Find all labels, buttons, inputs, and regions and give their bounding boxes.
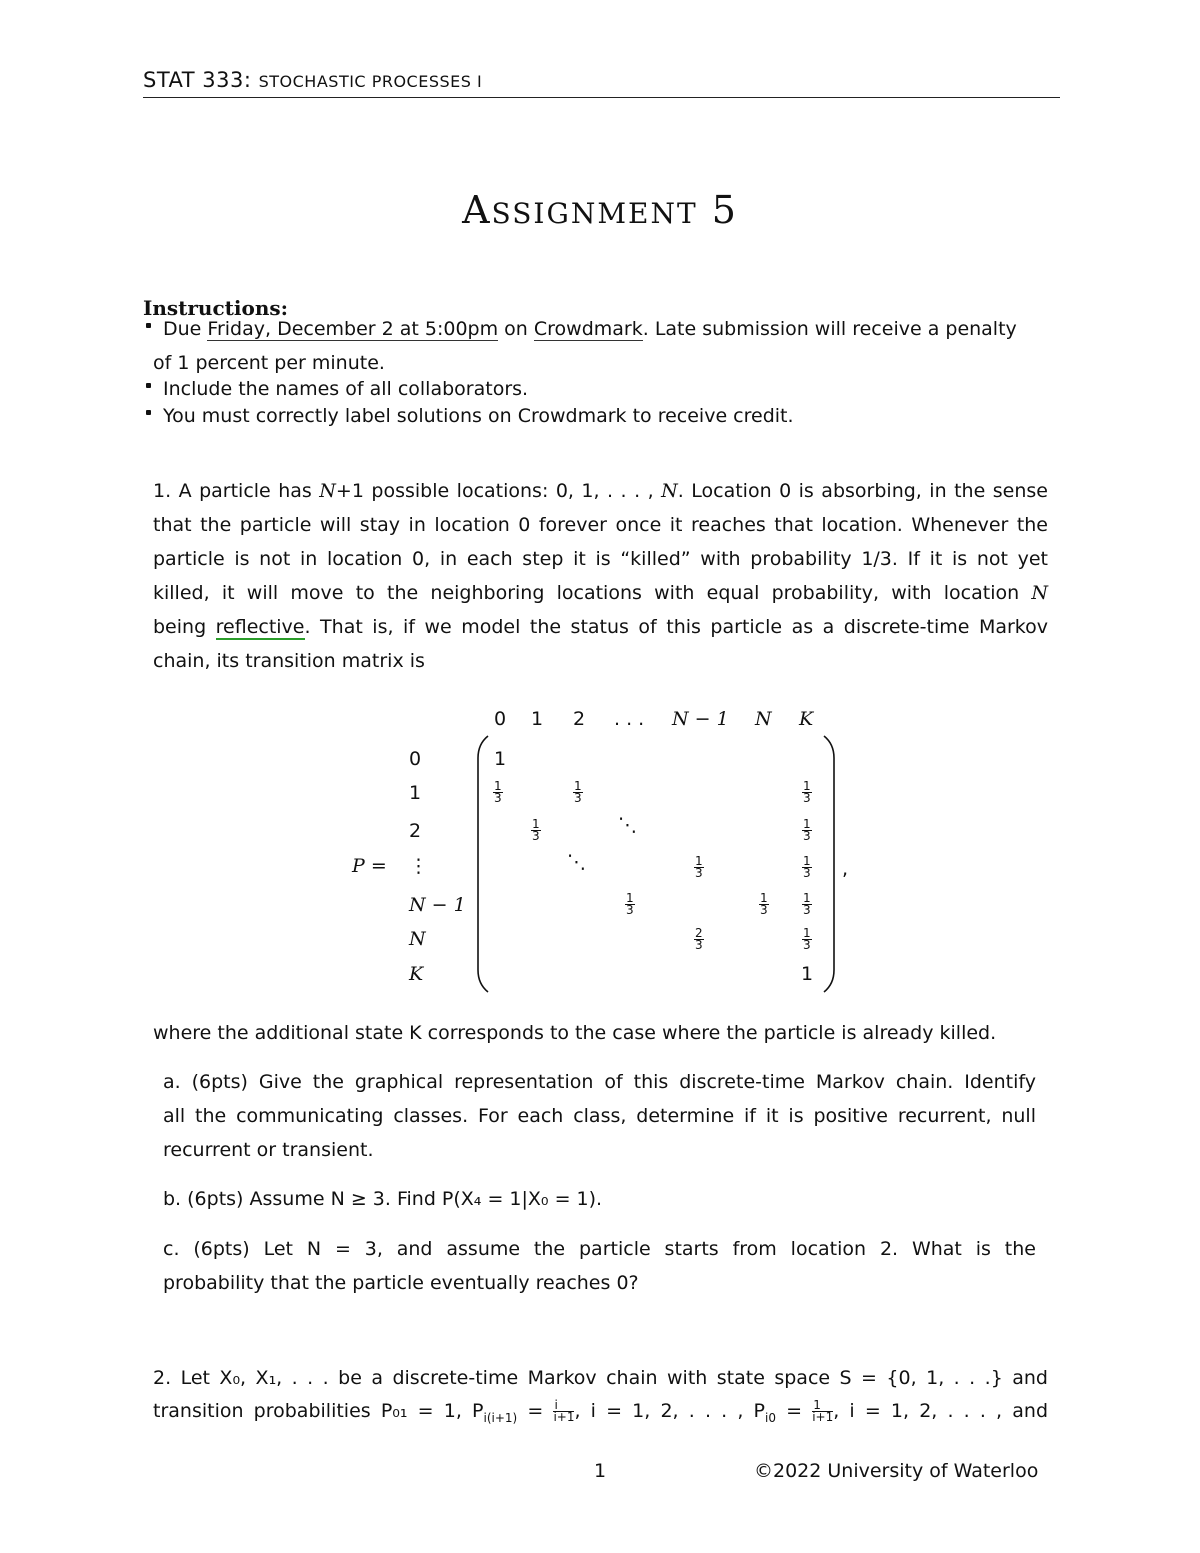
frac-den: i+1 <box>812 1410 834 1424</box>
q2-l2-b: = <box>517 1400 554 1422</box>
row-label: N − 1 <box>409 894 466 916</box>
left-paren-icon <box>474 734 492 994</box>
title-rest: SSIGNMENT <box>491 197 698 230</box>
frac-den: 3 <box>803 938 811 952</box>
col-label: 0 <box>494 708 507 730</box>
q1-line-3: particle is not in location 0, in each step it is “killed” with probability 1/3. If it is not yet <box>153 548 1048 570</box>
q2-frac-1 <box>553 1400 574 1423</box>
frac-num: 1 <box>494 779 502 793</box>
q1-l1-N: N <box>319 480 336 502</box>
q1-l4-N: N <box>1031 582 1048 604</box>
col-label: N <box>755 708 772 730</box>
course-header <box>143 68 482 92</box>
instruction-label <box>143 405 794 427</box>
entry-third <box>493 781 503 804</box>
instruction-due-cont: of 1 percent per minute. <box>153 352 385 374</box>
row-label: 1 <box>409 782 422 804</box>
entry-third <box>802 928 812 951</box>
matrix-p-label: P = <box>352 855 387 877</box>
q1-line-4 <box>153 582 1048 604</box>
q1-l5-a: being <box>153 616 216 638</box>
frac-den: 3 <box>494 791 502 805</box>
bullet-icon <box>146 383 151 388</box>
q1a-line-2: all the communicating classes. For each class, determine if it is positive recurrent, null <box>163 1105 1036 1127</box>
q1-line-1 <box>153 480 1048 502</box>
frac-num: 1 <box>803 891 811 905</box>
frac-den: 3 <box>574 791 582 805</box>
q1-l1-c: +1 possible locations: 0, 1, . . . , <box>335 480 662 502</box>
bullet-icon <box>146 410 151 415</box>
q2-l2-e: , i = 1, 2, . . . , and <box>833 1400 1048 1422</box>
q1-l1-N2: N <box>661 480 678 502</box>
frac-num: 1 <box>803 926 811 940</box>
q1c-line-2: probability that the particle eventually reaches 0? <box>163 1272 639 1294</box>
instruction-collab <box>143 378 528 400</box>
row-label: N <box>409 928 426 950</box>
q1-l1-e: . Location 0 is absorbing, in the sense <box>677 480 1048 502</box>
frac-num: 1 <box>574 779 582 793</box>
page-title <box>0 188 1200 232</box>
frac-num: 1 <box>803 779 811 793</box>
course-code: STAT 333: <box>143 68 259 92</box>
entry-third <box>802 819 812 842</box>
frac-den: 3 <box>626 903 634 917</box>
frac-num: 1 <box>695 854 703 868</box>
q1-l4-a: killed, it will move to the neighboring locations with equal probability, with location <box>153 582 1032 604</box>
frac-num: 1 <box>532 817 540 831</box>
col-label: K <box>799 708 814 730</box>
instruction-due <box>143 318 1017 340</box>
row-label: 0 <box>409 748 422 770</box>
q2-l2-d: = <box>775 1400 813 1422</box>
diag-dots: ⋱ <box>567 851 586 873</box>
q2-sub-2: i0 <box>764 1410 776 1425</box>
q2-frac-2 <box>812 1400 833 1423</box>
frac-num: 1 <box>626 891 634 905</box>
col-label: . . . <box>614 708 645 730</box>
entry-one: 1 <box>801 963 814 985</box>
crowdmark-link[interactable]: Crowdmark <box>533 318 643 340</box>
entry-third <box>573 781 583 804</box>
title-number: 5 <box>711 188 738 232</box>
entry-third <box>694 856 704 879</box>
entry-two-thirds <box>694 928 704 951</box>
q1a-line-3: recurrent or transient. <box>163 1139 374 1161</box>
frac-den: 3 <box>532 829 540 843</box>
frac-den: i+1 <box>553 1410 575 1424</box>
frac-den: 3 <box>760 903 768 917</box>
frac-den: 3 <box>695 938 703 952</box>
frac-num: i <box>553 1400 574 1412</box>
entry-third <box>802 893 812 916</box>
page-number: 1 <box>594 1460 607 1482</box>
entry-third <box>759 893 769 916</box>
q2-l2-c: , i = 1, 2, . . . , P <box>574 1400 765 1422</box>
right-paren-icon <box>820 734 838 994</box>
col-label: 2 <box>573 708 586 730</box>
q1-l1-a: 1. A particle has <box>153 480 320 502</box>
q2-sub-1: i(i+1) <box>483 1410 518 1425</box>
q1-l5-b: . That is, if we model the status of this particle as a discrete-time Markov <box>304 616 1049 638</box>
due-prefix: Due <box>163 318 208 340</box>
frac-den: 3 <box>803 829 811 843</box>
frac-num: 1 <box>760 891 768 905</box>
matrix-comma: , <box>842 858 849 880</box>
frac-num: 1 <box>803 817 811 831</box>
row-label: 2 <box>409 820 422 842</box>
row-label: ⋮ <box>409 855 428 877</box>
row-label: K <box>409 963 424 985</box>
frac-den: 3 <box>695 866 703 880</box>
col-label: N − 1 <box>672 708 729 730</box>
frac-den: 3 <box>803 866 811 880</box>
frac-den: 3 <box>803 903 811 917</box>
q1c-line-1: c. (6pts) Let N = 3, and assume the particle starts from location 2. What is the <box>163 1238 1036 1260</box>
reflective-link[interactable]: reflective <box>215 616 305 638</box>
frac-num: 1 <box>803 854 811 868</box>
entry-third <box>531 819 541 842</box>
label-text: You must correctly label solutions on Crowdmark to receive credit. <box>163 405 794 427</box>
instructions-heading: Instructions: <box>143 296 289 320</box>
entry-third <box>625 893 635 916</box>
q1b-line-1: b. (6pts) Assume N ≥ 3. Find P(X₄ = 1|X₀ = 1). <box>163 1188 603 1210</box>
collab-text: Include the names of all collaborators. <box>163 378 529 400</box>
q1-line-5 <box>153 616 1048 638</box>
frac-num: 1 <box>812 1400 833 1412</box>
header-rule <box>143 97 1060 98</box>
q2-l2-a: transition probabilities P₀₁ = 1, P <box>153 1400 484 1422</box>
q1-after-matrix: where the additional state K corresponds to the case where the particle is already killed. <box>153 1022 997 1044</box>
q1-line-6: chain, its transition matrix is <box>153 650 425 672</box>
course-name: STOCHASTIC PROCESSES I <box>258 72 483 91</box>
due-post: . Late submission will receive a penalty <box>642 318 1017 340</box>
entry-one: 1 <box>494 748 507 770</box>
due-date-link[interactable]: Friday, December 2 at 5:00pm <box>207 318 499 340</box>
entry-third <box>802 781 812 804</box>
frac-den: 3 <box>803 791 811 805</box>
frac-num: 2 <box>695 926 703 940</box>
q2-line-2 <box>153 1400 1048 1425</box>
copyright: ©2022 University of Waterloo <box>754 1460 1039 1482</box>
q1a-line-1: a. (6pts) Give the graphical representation of this discrete-time Markov chain. Identify <box>163 1071 1036 1093</box>
title-first-letter: A <box>462 188 492 232</box>
q1-line-2: that the particle will stay in location 0 forever once it reaches that location. Whenever the <box>153 514 1048 536</box>
col-label: 1 <box>531 708 544 730</box>
q2-line-1: 2. Let X₀, X₁, . . . be a discrete-time Markov chain with state space S = {0, 1, . . .} and <box>153 1367 1048 1389</box>
diag-dots: ⋱ <box>618 814 637 836</box>
due-mid: on <box>498 318 534 340</box>
entry-third <box>802 856 812 879</box>
bullet-icon <box>146 323 151 328</box>
